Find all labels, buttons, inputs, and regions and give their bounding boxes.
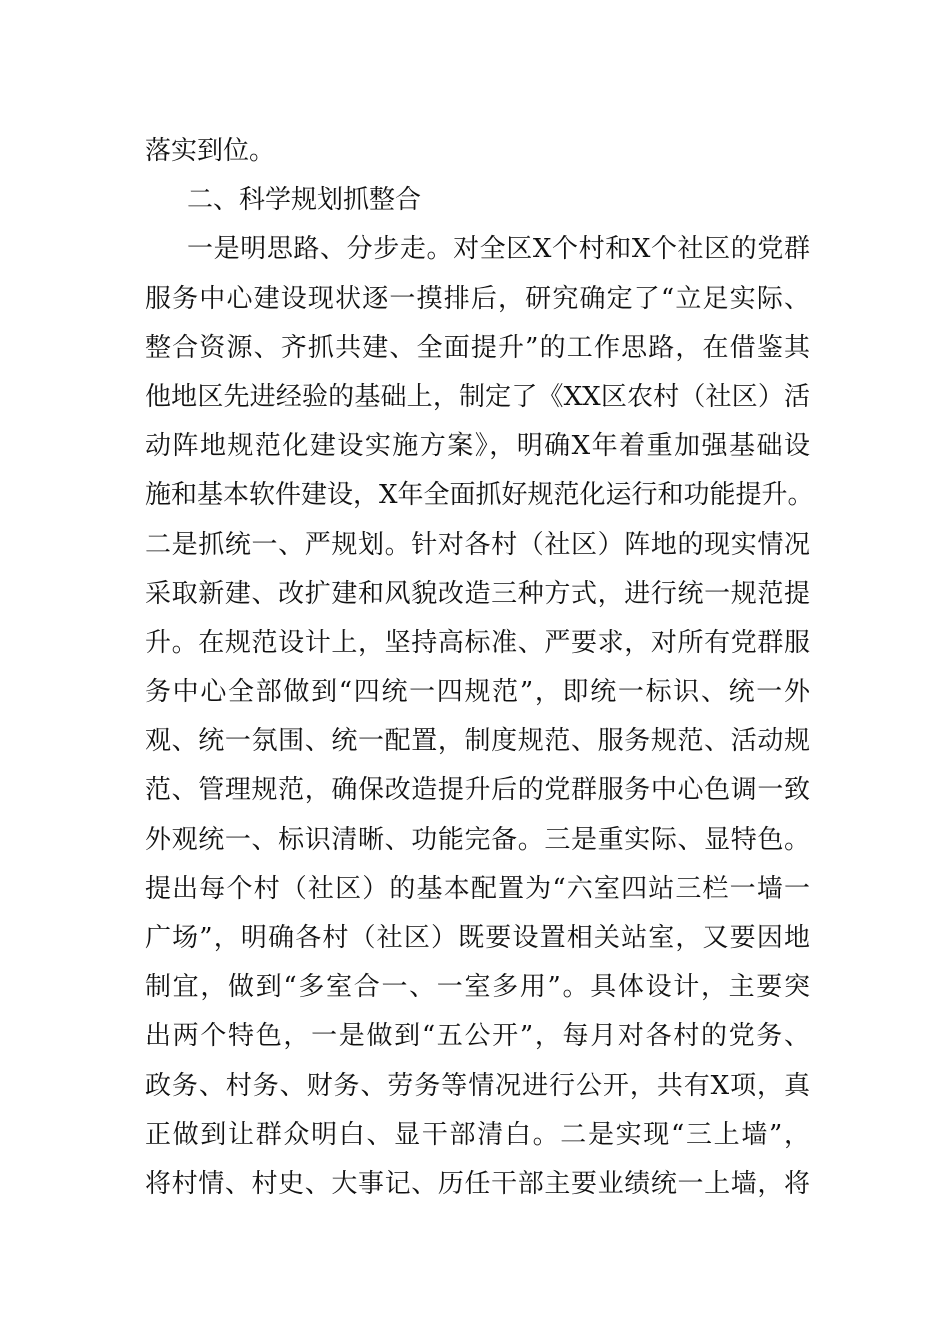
text-line: 他地区先进经验的基础上，制定了《XX区农村（社区）活 bbox=[145, 381, 810, 412]
text-line: 落实到位。 bbox=[145, 136, 276, 166]
text-line: 外观统一、标识清晰、功能完备。三是重实际、显特色。 bbox=[145, 824, 810, 855]
text-line: 范、管理规范，确保改造提升后的党群服务中心色调一致 bbox=[145, 775, 810, 806]
text-line: 施和基本软件建设，X年全面抓好规范化运行和功能提升。 bbox=[145, 480, 814, 511]
text-line: 服务中心建设现状逐一摸排后，研究确定了“立足实际、 bbox=[145, 283, 810, 314]
text-line: 二是抓统一、严规划。针对各村（社区）阵地的现实情况 bbox=[145, 529, 810, 560]
text-line: 提出每个村（社区）的基本配置为“六室四站三栏一墙一 bbox=[145, 873, 810, 904]
text-line: 务中心全部做到“四统一四规范”，即统一标识、统一外 bbox=[145, 677, 810, 708]
text-line: 制宜，做到“多室合一、一室多用”。具体设计，主要突 bbox=[145, 972, 810, 1003]
text-line: 整合资源、齐抓共建、全面提升”的工作思路，在借鉴其 bbox=[145, 332, 810, 363]
text-line: 正做到让群众明白、显干部清白。二是实现“三上墙”， bbox=[145, 1119, 810, 1150]
text-line: 采取新建、改扩建和风貌改造三种方式，进行统一规范提 bbox=[145, 578, 810, 609]
text-line: 动阵地规范化建设实施方案》，明确X年着重加强基础设 bbox=[145, 431, 810, 462]
text-line: 将村情、村史、大事记、历任干部主要业绩统一上墙，将 bbox=[145, 1168, 810, 1199]
text-line: 一是明思路、分步走。对全区X个村和X个社区的党群 bbox=[187, 234, 810, 265]
text-line: 广场”，明确各村（社区）既要设置相关站室，又要因地 bbox=[145, 923, 810, 953]
body-text bbox=[145, 127, 814, 1209]
text-line: 升。在规范设计上，坚持高标准、严要求，对所有党群服 bbox=[145, 627, 810, 658]
section-heading: 二、科学规划抓整合 bbox=[187, 185, 422, 216]
text-line: 观、统一氛围、统一配置，制度规范、服务规范、活动规 bbox=[145, 726, 810, 757]
text-line: 政务、村务、财务、劳务等情况进行公开，共有X项，真 bbox=[145, 1070, 810, 1101]
text-line: 出两个特色，一是做到“五公开”，每月对各村的党务、 bbox=[145, 1021, 810, 1052]
